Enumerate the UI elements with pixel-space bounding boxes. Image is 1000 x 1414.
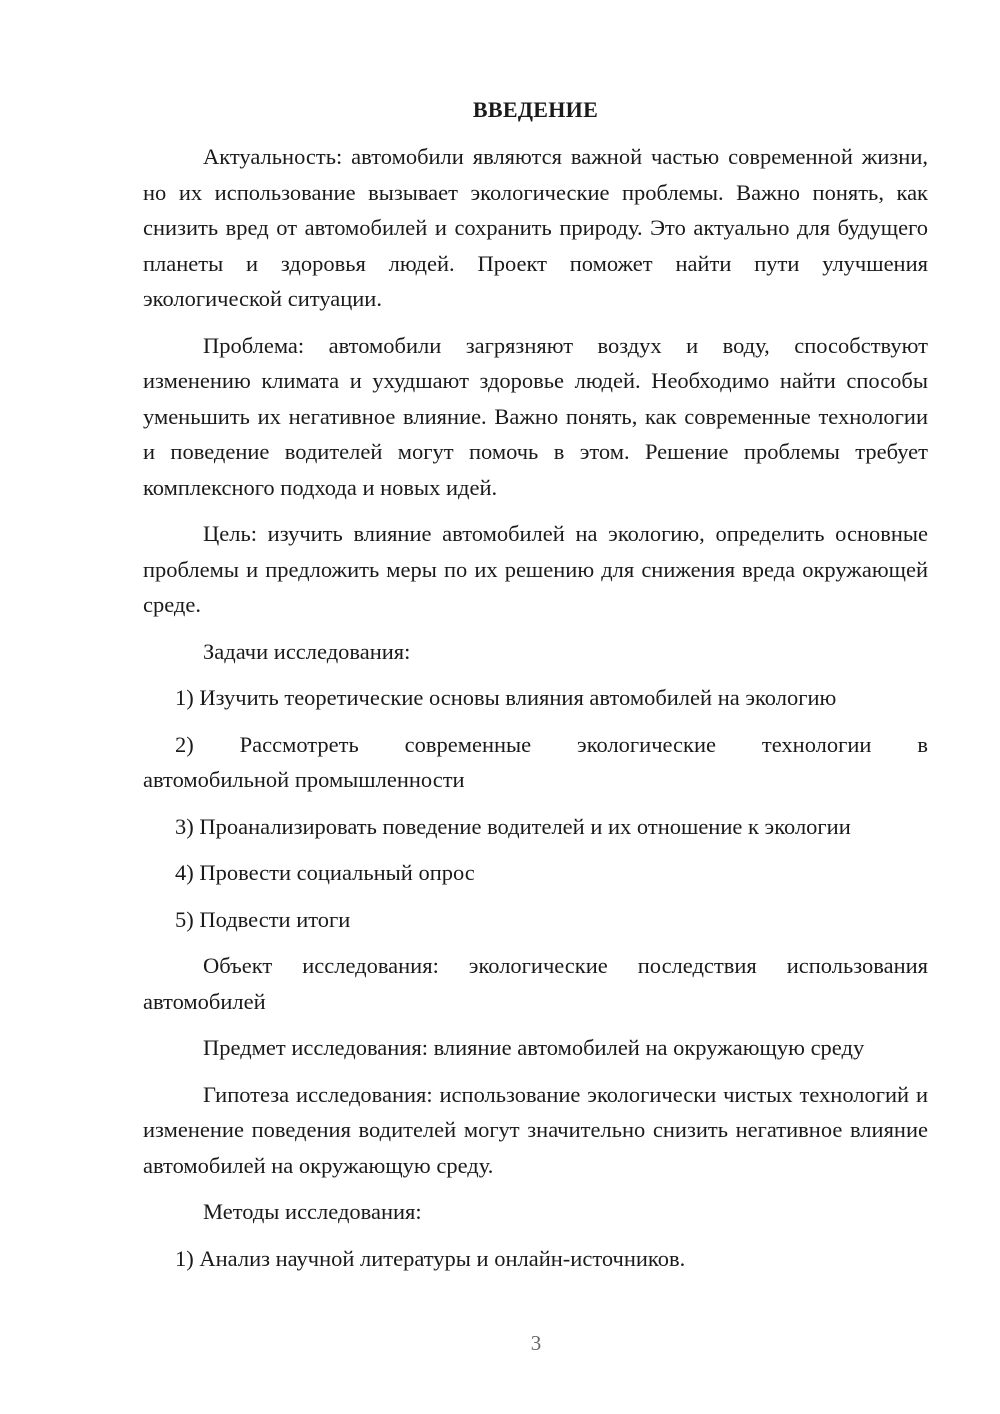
task-item-3: 3) Проанализировать поведение водителей и их отношение к экологии xyxy=(175,813,851,839)
task-2-word: технологии xyxy=(761,731,872,757)
problem-paragraph: Проблема: автомобили загрязняют воздух и воду, способствуют изменению климата и ухудшают здоровье людей. Необходимо найти способы уменьшить их негативное влияние. Важно понять, как современные технологии и поведение водителей могут помочь в этом. Решение проблемы требует комплексного подхода и новых идей. xyxy=(143,332,928,500)
goal-paragraph: Цель: изучить влияние автомобилей на экологию, определить основные проблемы и предложить меры по их решению для снижения вреда окружающей среде. xyxy=(143,521,928,617)
task-item-4: 4) Провести социальный опрос xyxy=(175,860,475,885)
subject-paragraph: Предмет исследования: влияние автомобилей на окружающую среду xyxy=(203,1035,865,1060)
object-paragraph: Объект исследования: экологические последствия использования автомобилей xyxy=(143,953,928,1014)
page-number: 3 xyxy=(530,1331,542,1355)
relevance-paragraph: Актуальность: автомобили являются важной частью современной жизни, но их использование вызывает экологические проблемы. Важно понять, как снизить вред от автомобилей и сохранить природу. Это актуально для будущего планеты и здоровья людей. Проект поможет найти пути улучшения экологической ситуации. xyxy=(143,144,928,311)
document-page xyxy=(143,92,928,1276)
task-item-2 xyxy=(143,727,928,763)
task-2-word: современные xyxy=(404,731,532,757)
task-2-word: 2) xyxy=(175,731,194,757)
task-item-5: 5) Подвести итоги xyxy=(175,906,351,932)
task-item-1: 1) Изучить теоретические основы влияния автомобилей на экологию xyxy=(175,685,837,710)
hypothesis-paragraph: Гипотеза исследования: использование экологически чистых технологий и изменение поведения водителей могут значительно снизить негативное влияние автомобилей на окружающую среду. xyxy=(143,1081,928,1178)
page-title: ВВЕДЕНИЕ xyxy=(472,97,599,122)
task-item-2-continuation: автомобильной промышленности xyxy=(143,767,465,792)
method-item-1: 1) Анализ научной литературы и онлайн-источников. xyxy=(175,1245,686,1271)
task-2-word: Рассмотреть xyxy=(239,731,359,757)
methods-heading: Методы исследования: xyxy=(203,1199,422,1224)
task-2-word: экологические xyxy=(577,731,717,757)
task-2-word: в xyxy=(917,731,928,757)
tasks-heading: Задачи исследования: xyxy=(203,638,411,664)
